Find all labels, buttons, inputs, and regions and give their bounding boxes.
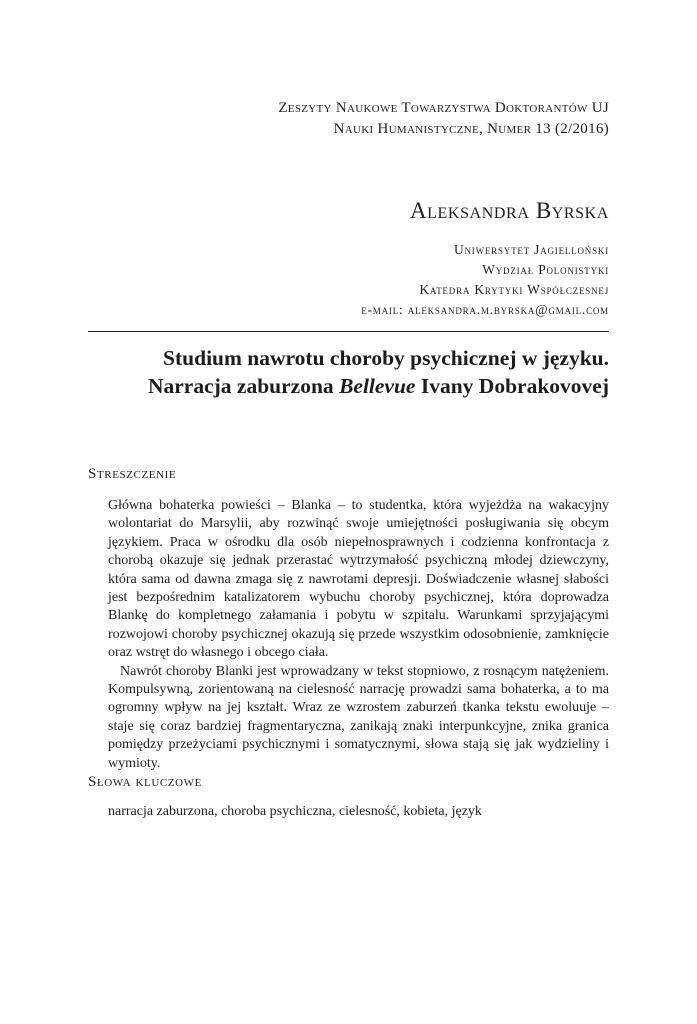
author-name: Aleksandra Byrska [409, 198, 609, 223]
abstract-paragraph-2: Nawrót choroby Blanki jest wprowadzany w tekst stopniowo, z rosnącym natężeniem. Kompulsywną, zorientowaną na cielesność narrację prowadzi sama bohaterka, a to ma ogromny wpływ na jej kształt. Wraz ze wzrostem zaburzeń tkanka tekstu ewoluuje – staje się coraz bardziej fragmentaryczna, zanikają znaki interpunkcyjne, znika granica pomiędzy przeżyciami psychicznymi i somatycznymi, słowa stają się jak wydzieliny i wymioty. [108, 663, 609, 771]
abstract-paragraph-1: Główna bohaterka powieści – Blanka – to studentka, która wyjeżdża na wakacyjny wolontariat do Marsylii, aby rozwinąć swoje umiejętności posługiwania się obcym językiem. Praca w ośrodku dla osób niepełnosprawnych i codzienna konfrontacja z chorobą okazuje się jednak przerastać wytrzymałość psychiczną młodej dziewczyny, która sama od dawna zmaga się z nawrotami depresji. Doświadczenie własnej słabości jest bezpośrednim katalizatorem wybuchu choroby psychicznej, która doprowadza Blankę do kompletnego załamania i pobytu w szpitalu. Warunkami sprzyjającymi rozwojowi choroby psychicznej okazują się przede wszystkim odosobnienie, zamknięcie oraz wstręt do własnego i obcego ciała. [108, 498, 609, 661]
title-line-2 [148, 372, 609, 400]
affiliation-department: Katedra Krytyki Współczesnej [419, 282, 609, 297]
keywords-heading: Słowa kluczowe [88, 774, 202, 790]
journal-issue: Nauki Humanistyczne, Numer 13 (2/2016) [333, 121, 609, 137]
journal-name: Zeszyty Naukowe Towarzystwa Doktorantów UJ [278, 100, 609, 116]
journal-header [278, 98, 609, 140]
author-email: e-mail: aleksandra.m.byrska@gmail.com [361, 302, 609, 317]
affiliation-university: Uniwersytet Jagielloński [453, 242, 609, 257]
header-divider [88, 331, 609, 332]
author-affiliation [361, 240, 609, 320]
abstract-body [108, 497, 609, 773]
title-line-1: Studium nawrotu choroby psychicznej w języku. [163, 346, 609, 370]
affiliation-faculty: Wydział Polonistyki [482, 262, 609, 277]
abstract-heading: Streszczenie [88, 466, 177, 482]
title-line-2-end: Ivany Dobrakovovej [415, 374, 609, 398]
title-line-2-start: Narracja zaburzona [147, 374, 340, 398]
keywords-list: narracja zaburzona, choroba psychiczna, cielesność, kobieta, język [108, 804, 482, 819]
article-title [148, 344, 609, 400]
title-italic-work: Bellevue [339, 374, 416, 398]
